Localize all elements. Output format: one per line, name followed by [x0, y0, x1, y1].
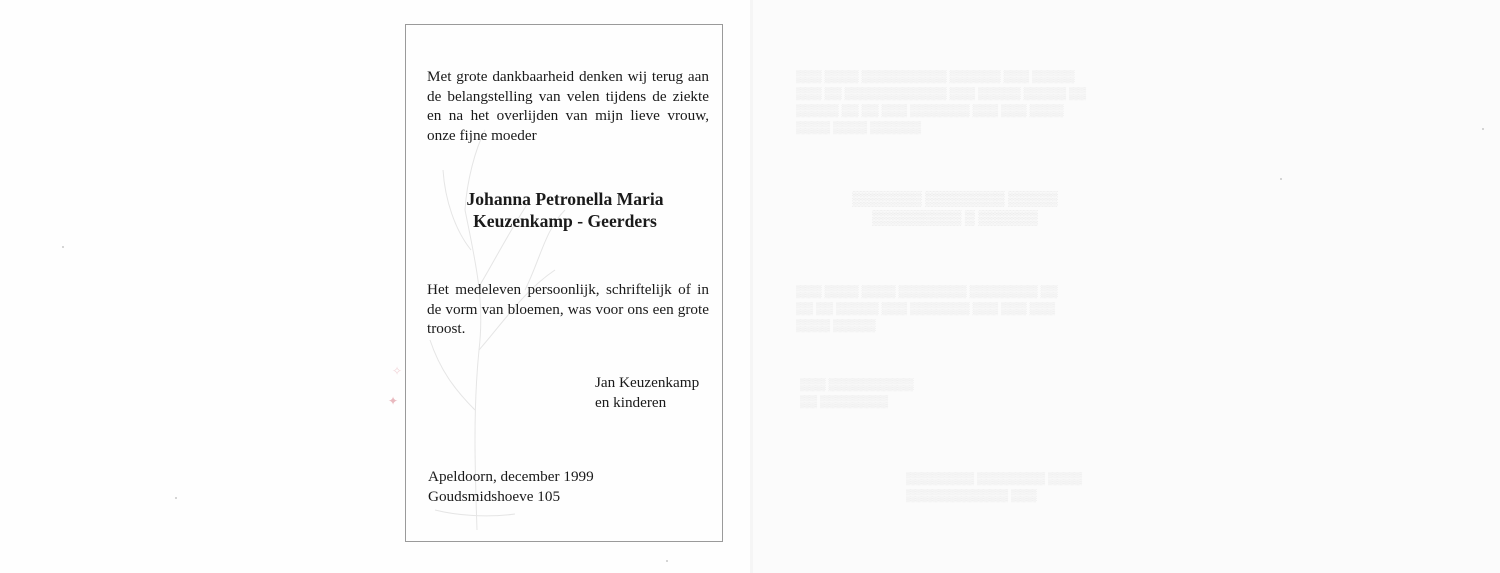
- reverse-page-bleed-through: [752, 0, 1500, 573]
- memorial-card: [405, 24, 723, 542]
- bleed-through-text: ▒▒▒ ▒▒▒▒ ▒▒▒▒ ▒▒▒▒▒▒▒▒ ▒▒▒▒▒▒▒▒ ▒▒ ▒▒ ▒▒ ▒▒▒▒▒ ▒▒▒ ▒▒▒▒▒▒▒ ▒▒▒ ▒▒▒ ▒▒▒ ▒▒▒▒ ▒▒▒▒▒: [796, 284, 1058, 332]
- deceased-name: [406, 188, 724, 232]
- ink-speck-icon: ✧: [392, 364, 403, 378]
- scan-speck: [1280, 178, 1282, 180]
- sympathy-paragraph: Het medeleven persoonlijk, schriftelijk of in de vorm van bloemen, was voor ons een grote troost.: [427, 281, 709, 337]
- place-date: Apeldoorn, december 1999: [428, 468, 594, 485]
- name-line-2: Keuzenkamp - Geerders: [473, 211, 657, 231]
- intro-paragraph: Met grote dankbaarheid denken wij terug aan de belangstelling van velen tijdens de ziekte en na het overlijden van mijn lieve vrouw, onze fijne moeder: [427, 68, 709, 144]
- bleed-through-text: ▒▒▒ ▒▒▒▒▒▒▒▒▒▒ ▒▒ ▒▒▒▒▒▒▒▒: [800, 377, 914, 408]
- scan-speck: [1482, 128, 1484, 130]
- ink-speck-icon: ✦: [388, 394, 399, 408]
- signature-line-1: Jan Keuzenkamp: [595, 374, 700, 391]
- bleed-through-text: ▒▒▒ ▒▒▒▒ ▒▒▒▒▒▒▒▒▒▒ ▒▒▒▒▒▒ ▒▒▒ ▒▒▒▒▒ ▒▒▒ ▒▒ ▒▒▒▒▒▒▒▒▒▒▒▒ ▒▒▒ ▒▒▒▒▒ ▒▒▒▒▒ ▒▒ ▒▒▒▒▒ ▒▒ ▒▒ ▒▒▒ ▒▒▒▒▒▒▒ ▒▒▒ ▒▒▒ ▒▒▒▒ ▒▒▒▒ ▒▒▒▒ ▒▒▒▒▒▒: [796, 69, 1087, 134]
- scan-speck: [175, 497, 177, 499]
- page-fold: [750, 0, 753, 573]
- scan-speck: [62, 246, 64, 248]
- bleed-through-text: ▒▒▒▒▒▒▒▒ ▒▒▒▒▒▒▒▒ ▒▒▒▒ ▒▒▒▒▒▒▒▒▒▒▒▒ ▒▒▒: [906, 471, 1083, 502]
- place-and-address: [428, 467, 678, 506]
- scan-speck: [666, 560, 668, 562]
- name-line-1: Johanna Petronella Maria: [466, 189, 664, 209]
- signature: [595, 373, 720, 412]
- signature-line-2: en kinderen: [595, 393, 667, 411]
- bleed-through-name: ▒▒▒▒▒▒▒ ▒▒▒▒▒▒▒▒ ▒▒▒▒▒ ▒▒▒▒▒▒▒▒▒ ▒ ▒▒▒▒▒▒: [852, 192, 1058, 226]
- address: Goudsmidshoeve 105: [428, 487, 561, 505]
